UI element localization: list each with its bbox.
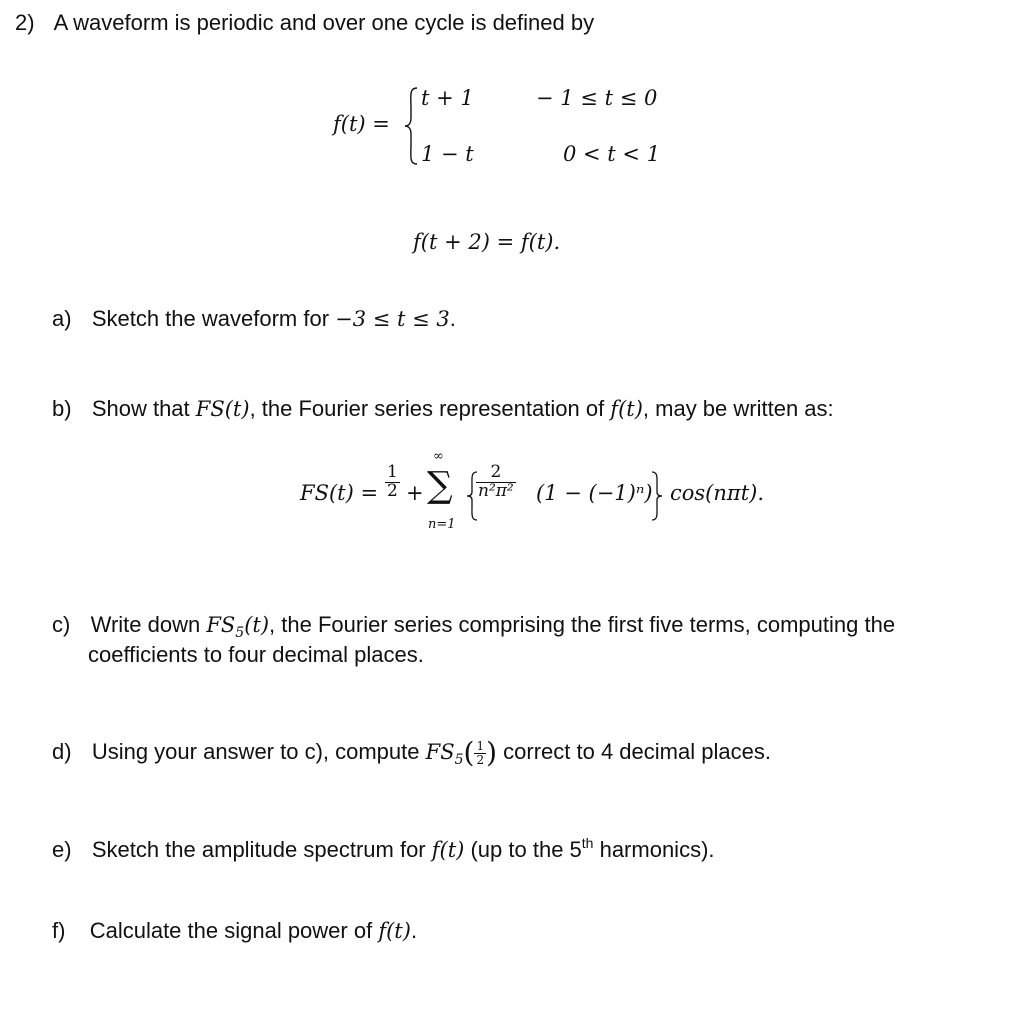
part-c-math1: FS <box>206 613 236 637</box>
part-e-sup: th <box>581 835 594 851</box>
part-e-text1: Sketch the amplitude spectrum for <box>91 837 432 862</box>
part-f-math1: f(t) <box>378 919 411 943</box>
question-header <box>15 10 594 36</box>
part-a <box>52 306 456 332</box>
case1-condition: − 1 ≤ t ≤ 0 <box>536 86 658 110</box>
part-d-math1: FS <box>425 740 455 764</box>
part-b <box>52 396 834 422</box>
series-term: (1 − (−1)ⁿ) <box>536 481 653 505</box>
part-d: d) Using your answer to c), compute $FS_5$( $\frac{1}{2}$ ) correct to 4 decimal places. <box>52 736 771 770</box>
series-cosine: cos(nπt). <box>670 481 765 505</box>
part-c-text1: Write down <box>90 612 207 637</box>
sigma-symbol: ∑ <box>427 465 453 506</box>
part-d-math1-sub: 5 <box>454 752 464 768</box>
part-b-math1: FS(t) <box>195 397 250 421</box>
part-b-text1: Show that <box>91 396 196 421</box>
part-c <box>52 612 896 641</box>
series-half-num: 1 <box>387 462 398 482</box>
part-c-math1-sub: 5 <box>235 625 245 641</box>
part-b-math2: f(t) <box>610 397 643 421</box>
part-d-label: d) <box>52 739 72 764</box>
periodicity-equation: f(t + 2) = f(t). <box>413 230 561 254</box>
series-coefficient <box>476 464 516 501</box>
part-b-text3: , may be written as: <box>642 396 834 421</box>
part-f <box>52 918 417 944</box>
part-c-label: c) <box>52 612 71 637</box>
series-upper-limit: ∞ <box>433 449 444 464</box>
part-e-label: e) <box>52 837 72 862</box>
question-intro: A waveform is periodic and over one cycle is defined by <box>53 10 595 35</box>
case2-condition: 0 < t < 1 <box>563 142 661 166</box>
part-d-frac-den: 2 <box>476 752 485 767</box>
part-d-frac-num: 1 <box>476 739 485 754</box>
part-e <box>52 837 715 863</box>
part-a-end: . <box>449 306 456 331</box>
part-f-end: . <box>410 918 418 943</box>
part-a-label: a) <box>52 306 72 331</box>
series-lower-limit: n=1 <box>428 517 456 532</box>
part-d-fraction <box>474 740 486 766</box>
definition-lhs: f(t) = <box>333 112 390 136</box>
part-f-label: f) <box>52 918 66 943</box>
part-c-text2: , the Fourier series comprising the first five terms, computing the <box>269 612 896 637</box>
left-brace <box>403 86 419 166</box>
question-number: 2) <box>15 10 35 35</box>
part-c-line2: coefficients to four decimal places. <box>88 642 424 667</box>
part-f-text1: Calculate the signal power of <box>89 918 379 943</box>
series-lhs: FS(t) = <box>300 481 379 505</box>
part-b-label: b) <box>52 396 72 421</box>
part-d-text1: Using your answer to c), compute <box>91 739 426 764</box>
series-coef-den: n²π² <box>478 480 514 501</box>
case1-expression: t + 1 <box>421 86 474 110</box>
part-c-math1-arg: (t) <box>244 613 270 637</box>
part-e-math1: f(t) <box>431 838 465 862</box>
part-d-text2: correct to 4 decimal places. <box>497 739 771 764</box>
case2-expression: 1 − t <box>421 142 474 166</box>
part-b-text2: , the Fourier series representation of <box>249 396 611 421</box>
part-e-text3: harmonics). <box>593 837 715 862</box>
series-plus: + <box>406 481 424 505</box>
series-right-brace <box>650 470 664 522</box>
series-coef-num: 2 <box>476 464 516 483</box>
series-half-fraction <box>385 464 400 501</box>
part-a-math: −3 ≤ t ≤ 3 <box>335 307 450 331</box>
part-e-text2: (up to the 5 <box>464 837 582 862</box>
series-half-den: 2 <box>387 480 398 501</box>
part-a-text: Sketch the waveform for <box>91 306 336 331</box>
